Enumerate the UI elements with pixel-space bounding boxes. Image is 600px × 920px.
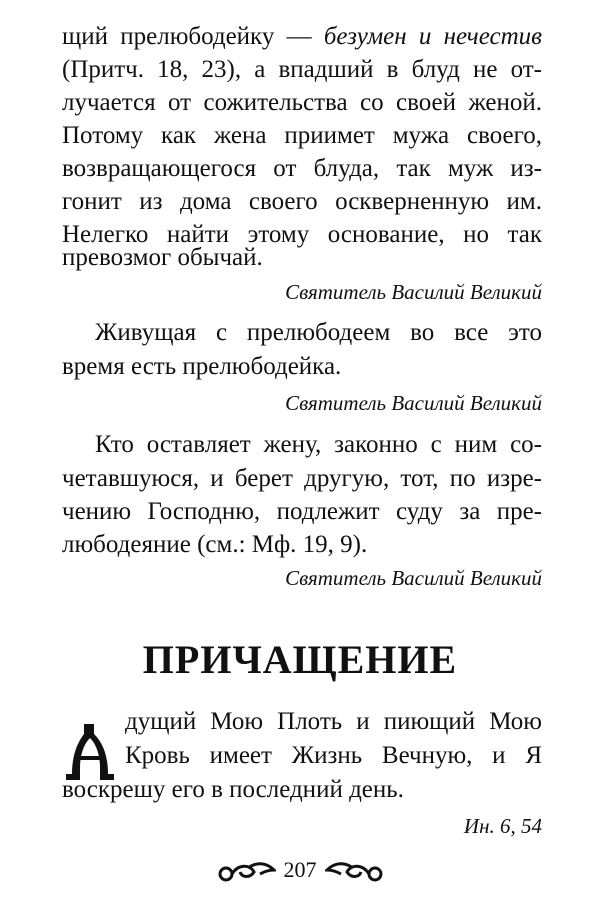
text-line: Кровь имеет Жизнь Вечную, и Я <box>125 742 542 769</box>
scripture-reference: Ин. 6, 54 <box>463 814 542 838</box>
text-line: возвращающегося от блуда, так муж из- <box>62 155 542 182</box>
text-line: лучается от сожительства со своей женой. <box>62 89 542 116</box>
text-line: дущий Мою Плоть и пиющий Мою <box>125 708 542 735</box>
text-line: чению Господню, подлежит суду за пре- <box>62 498 542 525</box>
attribution: Святитель Василий Великий <box>285 566 542 590</box>
ornament-left-icon <box>218 860 276 884</box>
text-line: Живущая с прелюбодеем во все это <box>95 319 542 346</box>
section-title: ПРИЧАЩЕНИЕ <box>142 637 458 682</box>
page-number: 207 <box>283 857 317 882</box>
text-line: любодеяние (см.: Мф. 19, 9). <box>62 531 368 558</box>
text-line: (Притч. 18, 23), а впадший в блуд не от- <box>62 56 542 83</box>
text-line: Кто оставляет жену, законно с ним со- <box>95 431 542 458</box>
text-line: превозмог обычай. <box>62 244 263 271</box>
text-line: четавшуюся, и берет другую, тот, по изре- <box>62 465 542 492</box>
attribution: Святитель Василий Великий <box>285 391 542 415</box>
text-line: Потому как жена приимет мужа своего, <box>62 122 542 149</box>
drop-cap-letter <box>60 722 120 782</box>
attribution: Святитель Василий Великий <box>285 280 542 304</box>
text-line: щий прелюбодейку — безумен и нечестив <box>62 23 543 50</box>
page-footer <box>0 856 600 884</box>
ornament-right-icon <box>325 860 383 884</box>
text-line: гонит из дома своего оскверненную им. <box>62 188 542 215</box>
text-line: воскрешу его в последний день. <box>62 776 404 803</box>
text-line: время есть прелюбодейка. <box>62 353 342 380</box>
text-line: Нелегко найти этому основание, но так <box>62 221 542 248</box>
